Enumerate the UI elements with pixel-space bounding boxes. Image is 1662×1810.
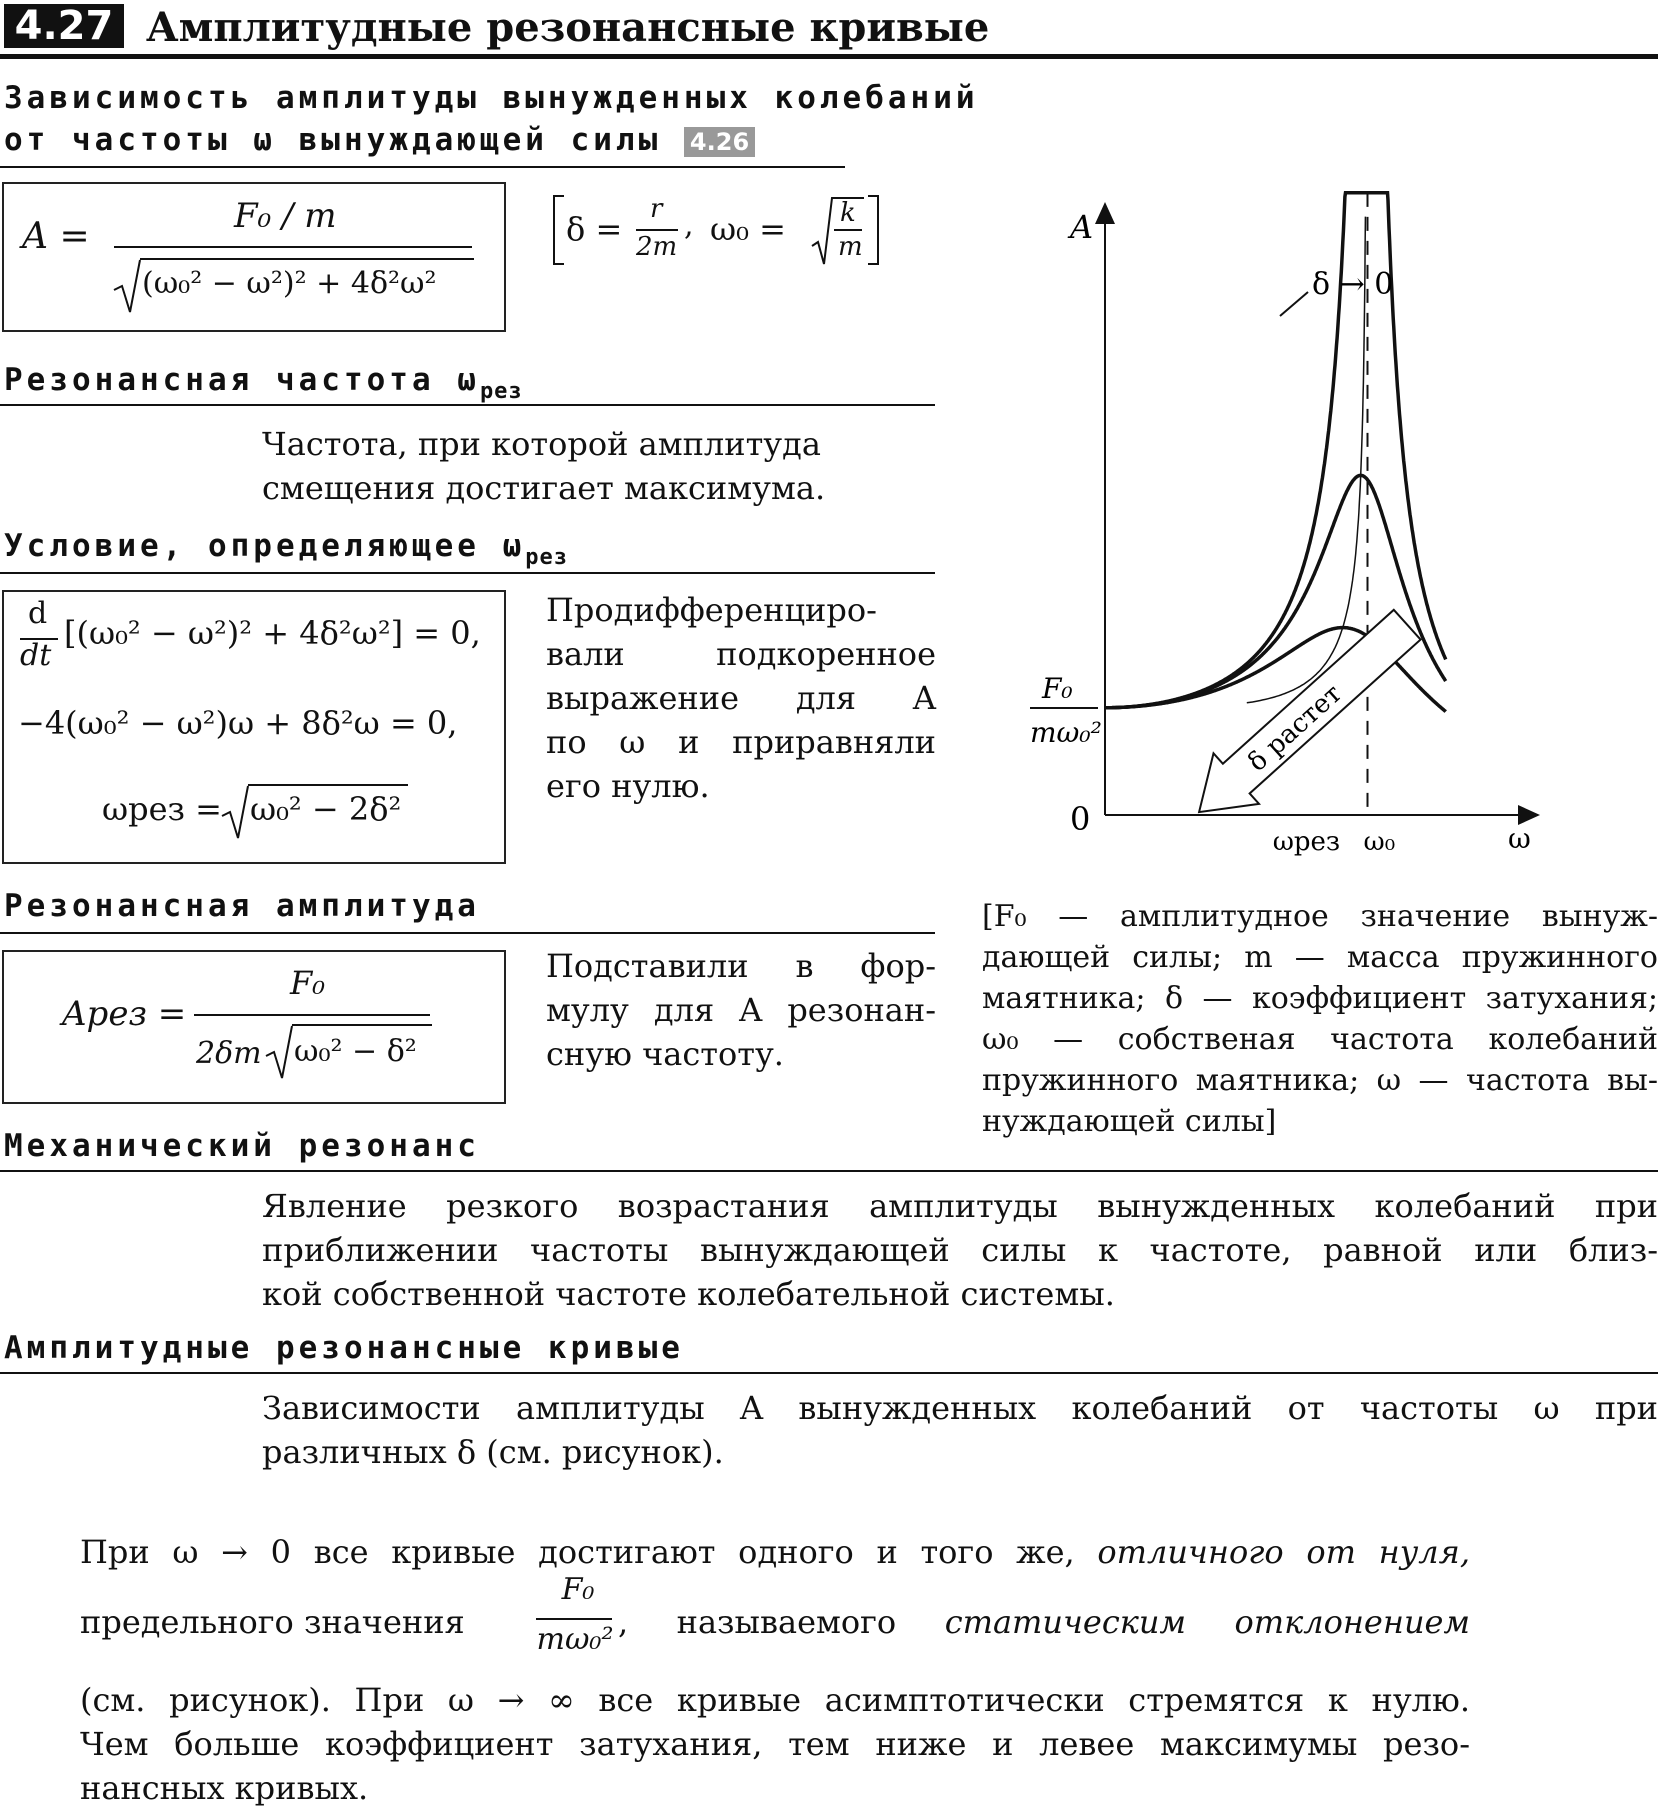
origin-label: 0 — [1070, 800, 1091, 838]
conclusion-line2-italic2: отклонением — [1234, 1603, 1471, 1641]
caption-line: [F₀ — амплитудное значение вынуж- — [982, 899, 1658, 934]
mech-line: кой собственной частоте колебательной системы. — [262, 1275, 1115, 1313]
sqrt-sign-icon — [220, 782, 250, 842]
conclusion-frac-bar — [536, 1618, 612, 1620]
condition-heading — [4, 526, 568, 570]
title-rule — [0, 54, 1658, 59]
res-amp-explanation-line: сную частоту. — [546, 1035, 784, 1073]
resonance-frequency-rule — [0, 404, 935, 406]
fraction-bar — [114, 246, 472, 248]
dependence-heading-line1: Зависимость амплитуды вынужденных колебаний — [4, 80, 979, 116]
mech-line: Явление резкого возрастания амплитуды вынужденных колебаний при — [262, 1187, 1658, 1225]
x-axis-label: ω — [1508, 822, 1531, 855]
resonance-amplitude-explanation — [546, 944, 936, 1076]
caption-line: маятника; δ — коэффициент затухания; — [982, 981, 1658, 1016]
conclusion-line1-start: При ω → 0 все кривые достигают одного и того же, — [80, 1533, 1075, 1571]
conclusion-line5: нансных кривых. — [80, 1769, 369, 1807]
conclusion-line1 — [80, 1530, 1470, 1574]
resonance-frequency-heading — [4, 360, 523, 404]
param-delta: δ = — [566, 210, 623, 248]
param-k: k — [840, 198, 856, 228]
caption-line: пружинного маятника; ω — частота вы- — [982, 1063, 1658, 1098]
conclusion-line2-after: , называемого — [618, 1603, 897, 1641]
conclusion-line3: (см. рисунок). При ω → ∞ все кривые асимптотически стремятся к нулю. — [80, 1681, 1470, 1719]
resonance-frequency-heading-sub: рез — [479, 379, 523, 404]
condition-rule — [0, 572, 935, 574]
amplitude-numerator: F₀ / m — [234, 196, 337, 236]
condition-heading-sub: рез — [525, 545, 569, 570]
condition-explanation-line: Продифференциро- — [546, 591, 877, 629]
section-number: 4.27 — [4, 4, 124, 48]
resonance-frequency-description-2: смещения достигает максимума. — [262, 469, 826, 507]
sqrt-sign-icon — [112, 256, 142, 316]
param-comma: , — [684, 208, 694, 243]
conclusion-line4: Чем больше коэффициент затухания, тем ниже и левее максимумы резо- — [80, 1725, 1470, 1763]
res-amp-sqrt-overline — [292, 1024, 432, 1026]
eq3-sqrt-overline — [248, 784, 408, 786]
delta-zero-label: δ → 0 — [1312, 267, 1394, 302]
res-amp-denominator-prefix: 2δm — [196, 1036, 262, 1071]
caption-line: дающей силы; m — масса пружинного — [982, 940, 1658, 975]
amplitude-lhs: A = — [22, 216, 90, 257]
condition-explanation — [546, 588, 936, 808]
graph-caption — [982, 896, 1658, 1142]
condition-explanation-line: по ω и приравняли — [546, 723, 936, 761]
sqrt-sign-icon — [264, 1022, 294, 1082]
condition-explanation-line: выражение для A — [546, 679, 936, 717]
res-amp-fraction-bar — [194, 1014, 430, 1016]
reference-badge[interactable]: 4.26 — [684, 127, 755, 157]
amplitude-formula-box — [2, 182, 506, 332]
conclusion-tail — [80, 1678, 1470, 1810]
curves-definition-rule — [0, 1372, 1658, 1374]
resonance-frequency-description-1: Частота, при которой амплитуда — [262, 425, 821, 463]
eq1-body: [(ω₀² − ω²)² + 4δ²ω²] = 0, — [64, 614, 481, 652]
dependence-rule — [0, 166, 845, 168]
param-2m: 2m — [636, 232, 678, 262]
param-r: r — [650, 194, 663, 224]
condition-heading-text: Условие, определяющее ω — [4, 528, 526, 564]
omega0-tick-label: ω₀ — [1363, 827, 1396, 857]
mechanical-resonance-description — [262, 1184, 1658, 1316]
curves-definition-description — [262, 1386, 1658, 1474]
resonance-amplitude-box — [2, 950, 506, 1104]
static-label-denominator: mω₀² — [1030, 716, 1102, 749]
conclusion-line2-start: предельного значения — [80, 1603, 465, 1641]
parameter-formula — [550, 192, 890, 282]
conclusion-line2-italic1: статическим — [944, 1603, 1186, 1641]
condition-formula-box — [2, 590, 506, 864]
omega-res-tick-label: ωрез — [1272, 827, 1341, 857]
conclusion-line2-rest — [618, 1600, 1470, 1644]
mechanical-resonance-heading: Механический резонанс — [4, 1128, 480, 1164]
res-amp-numerator: F₀ — [290, 964, 326, 1002]
caption-line: ω₀ — собственая частота колебаний — [982, 1022, 1658, 1057]
eq1-d: d — [28, 596, 48, 631]
param-omega0: ω₀ = — [710, 210, 786, 248]
resonance-amplitude-heading: Резонансная амплитуда — [4, 888, 480, 924]
delta-increase-label: δ растет — [1242, 678, 1348, 778]
resonance-amplitude-rule — [0, 932, 935, 934]
mech-line: приближении частоты вынуждающей силы к частоте, равной или близ- — [262, 1231, 1658, 1269]
res-amp-explanation-line: Подставили в фор- — [546, 947, 936, 985]
conclusion-frac-den: mω₀² — [536, 1622, 614, 1657]
page-title: Амплитудные резонансные кривые — [146, 4, 990, 51]
caption-line: нуждающей силы] — [982, 1104, 1277, 1139]
resonance-frequency-heading-text: Резонансная частота ω — [4, 362, 480, 398]
eq1-dt: dt — [20, 638, 52, 673]
curves-definition-heading: Амплитудные резонансные кривые — [4, 1330, 684, 1366]
amplitude-denominator: (ω₀² − ω²)² + 4δ²ω² — [142, 266, 437, 301]
eq3-radicand: ω₀² − 2δ² — [250, 790, 402, 828]
sqrt-overline — [140, 258, 474, 260]
conclusion-line1-italic: отличного от нуля, — [1097, 1533, 1471, 1571]
res-amp-explanation-line: мулу для A резонан- — [546, 991, 936, 1029]
resonance-curves-chart — [1020, 190, 1560, 880]
static-label-numerator: F₀ — [1042, 672, 1073, 705]
curves-def-line: Зависимости амплитуды A вынужденных колебаний от частоты ω при — [262, 1389, 1658, 1427]
resonance-curve-2 — [1105, 475, 1446, 707]
conclusion-frac-num: F₀ — [561, 1572, 595, 1607]
res-amp-radicand: ω₀² − δ² — [294, 1034, 417, 1069]
res-amp-lhs: Aрез = — [62, 994, 187, 1034]
dependence-heading-line2 — [4, 120, 755, 160]
delta-increase-arrow — [1176, 599, 1430, 837]
mechanical-resonance-rule — [0, 1170, 1658, 1172]
param-m: m — [838, 232, 863, 262]
delta-zero-leader — [1280, 292, 1308, 316]
condition-explanation-line: вали подкоренное — [546, 635, 936, 673]
condition-explanation-line: его нулю. — [546, 767, 710, 805]
curves-def-line: различных δ (см. рисунок). — [262, 1433, 724, 1471]
y-axis-label: A — [1070, 208, 1094, 246]
eq2: −4(ω₀² − ω²)ω + 8δ²ω = 0, — [18, 704, 458, 742]
dependence-heading-text: от частоты ω вынуждающей силы — [4, 122, 662, 158]
eq3-lhs: ωрез = — [102, 790, 222, 828]
